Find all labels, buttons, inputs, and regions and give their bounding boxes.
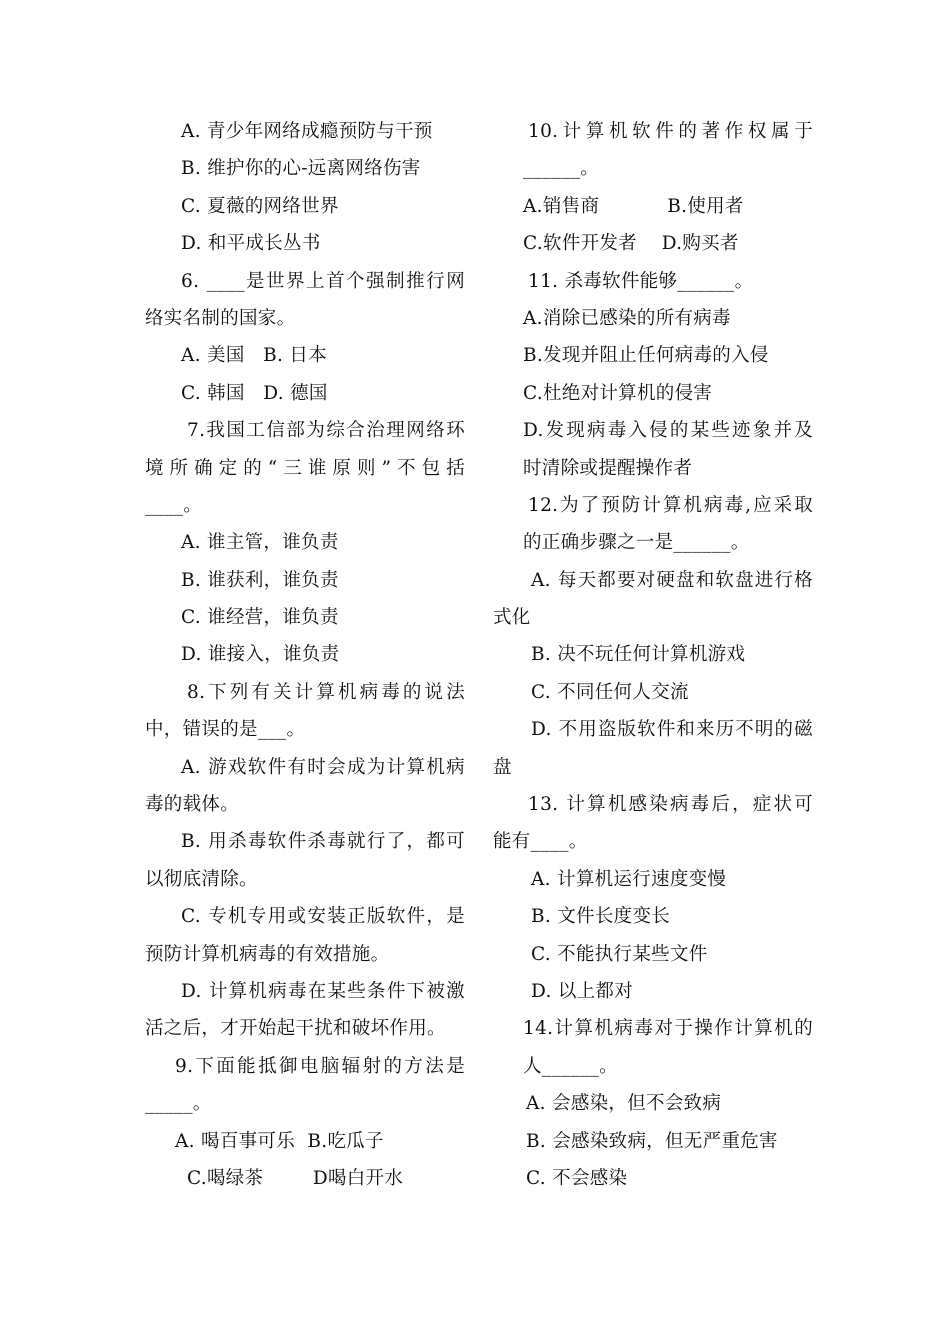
question-8-stem: 8.下列有关计算机病毒的说法 [187,681,465,703]
option-line: A. 谁主管，谁负责 [181,532,339,554]
option-line: D.发现病毒入侵的某些迹象并及 [523,420,813,442]
option-line-cont: 活之后，才开始起干扰和破坏作用。 [145,1018,446,1040]
question-6-stem-cont: 络实名制的国家。 [145,307,296,329]
option-line: A. 美国 B. 日本 [181,345,328,367]
question-11-stem: 11. 杀毒软件能够______。 [528,270,754,292]
left-column [145,113,465,1197]
question-6-stem: 6. ____是世界上首个强制推行网 [181,270,465,292]
question-13-stem-cont: 能有____。 [493,831,588,853]
option-line: A.消除已感染的所有病毒 [523,307,731,329]
option-line: A. 青少年网络成瘾预防与干预 [181,121,433,142]
option-line: B. 用杀毒软件杀毒就行了，都可 [181,831,465,853]
option-line: C. 不同任何人交流 [531,681,689,703]
option-line: C. 韩国 D. 德国 [181,382,328,404]
question-10-stem: 10.计算机软件的著作权属于 [528,121,813,142]
question-9-blank: _____。 [145,1093,212,1115]
question-10-blank: ______。 [523,158,600,180]
option-line: C. 谁经营，谁负责 [181,607,339,629]
question-12-stem-cont: 的正确步骤之一是______。 [523,532,750,554]
option-line: A. 游戏软件有时会成为计算机病 [181,756,465,778]
option-line: C.喝绿茶 D喝白开水 [187,1167,404,1189]
question-14-stem-cont: 人______。 [523,1055,618,1077]
option-line: C. 不能执行某些文件 [531,943,708,965]
option-line-cont: 以彻底清除。 [145,868,258,890]
question-7-blank: ____。 [145,494,203,516]
question-12-stem: 12.为了预防计算机病毒,应采取 [528,494,813,516]
option-line: C.软件开发者 D.购买者 [523,233,739,255]
option-line-cont: 预防计算机病毒的有效措施。 [145,943,390,965]
option-line: C.杜绝对计算机的侵害 [523,382,713,404]
question-8-stem-cont: 中，错误的是___。 [145,719,306,741]
option-line-cont: 毒的载体。 [145,794,240,816]
option-line: A. 计算机运行速度变慢 [531,868,727,890]
question-7-stem: 7.我国工信部为综合治理网络环 [187,420,465,442]
question-13-stem: 13. 计算机感染病毒后，症状可 [528,794,813,816]
option-line: B.发现并阻止任何病毒的入侵 [523,345,769,367]
question-14-stem: 14.计算机病毒对于操作计算机的 [523,1018,813,1040]
option-line: B. 决不玩任何计算机游戏 [531,644,746,666]
option-line: C. 专机专用或安装正版软件，是 [181,906,465,928]
question-7-stem-cont: 境所确定的“三谁原则”不包括 [145,457,465,479]
option-line: D. 谁接入，谁负责 [181,644,340,666]
option-line: C. 夏薇的网络世界 [181,195,339,217]
right-column [493,113,813,1197]
option-line: A. 每天都要对硬盘和软盘进行格 [531,569,813,591]
option-line-cont: 盘 [493,756,512,778]
option-line: A.销售商 B.使用者 [523,195,744,217]
option-line: B. 文件长度变长 [531,906,671,928]
question-9-stem: 9.下面能抵御电脑辐射的方法是 [175,1055,465,1077]
option-line: D. 和平成长丛书 [181,233,321,255]
option-line-cont: 时清除或提醒操作者 [523,457,693,479]
option-line: C. 不会感染 [526,1167,628,1189]
option-line: B. 会感染致病，但无严重危害 [526,1130,778,1152]
option-line: D. 以上都对 [531,980,634,1002]
option-line: D. 计算机病毒在某些条件下被激 [181,980,465,1002]
option-line: A. 喝百事可乐 B.吃瓜子 [175,1130,384,1152]
option-line: B. 谁获利，谁负责 [181,569,339,591]
option-line: D. 不用盗版软件和来历不明的磁 [531,719,813,741]
option-line: A. 会感染，但不会致病 [526,1093,722,1115]
option-line: B. 维护你的心-远离网络伤害 [181,158,421,180]
option-line-cont: 式化 [493,607,531,629]
